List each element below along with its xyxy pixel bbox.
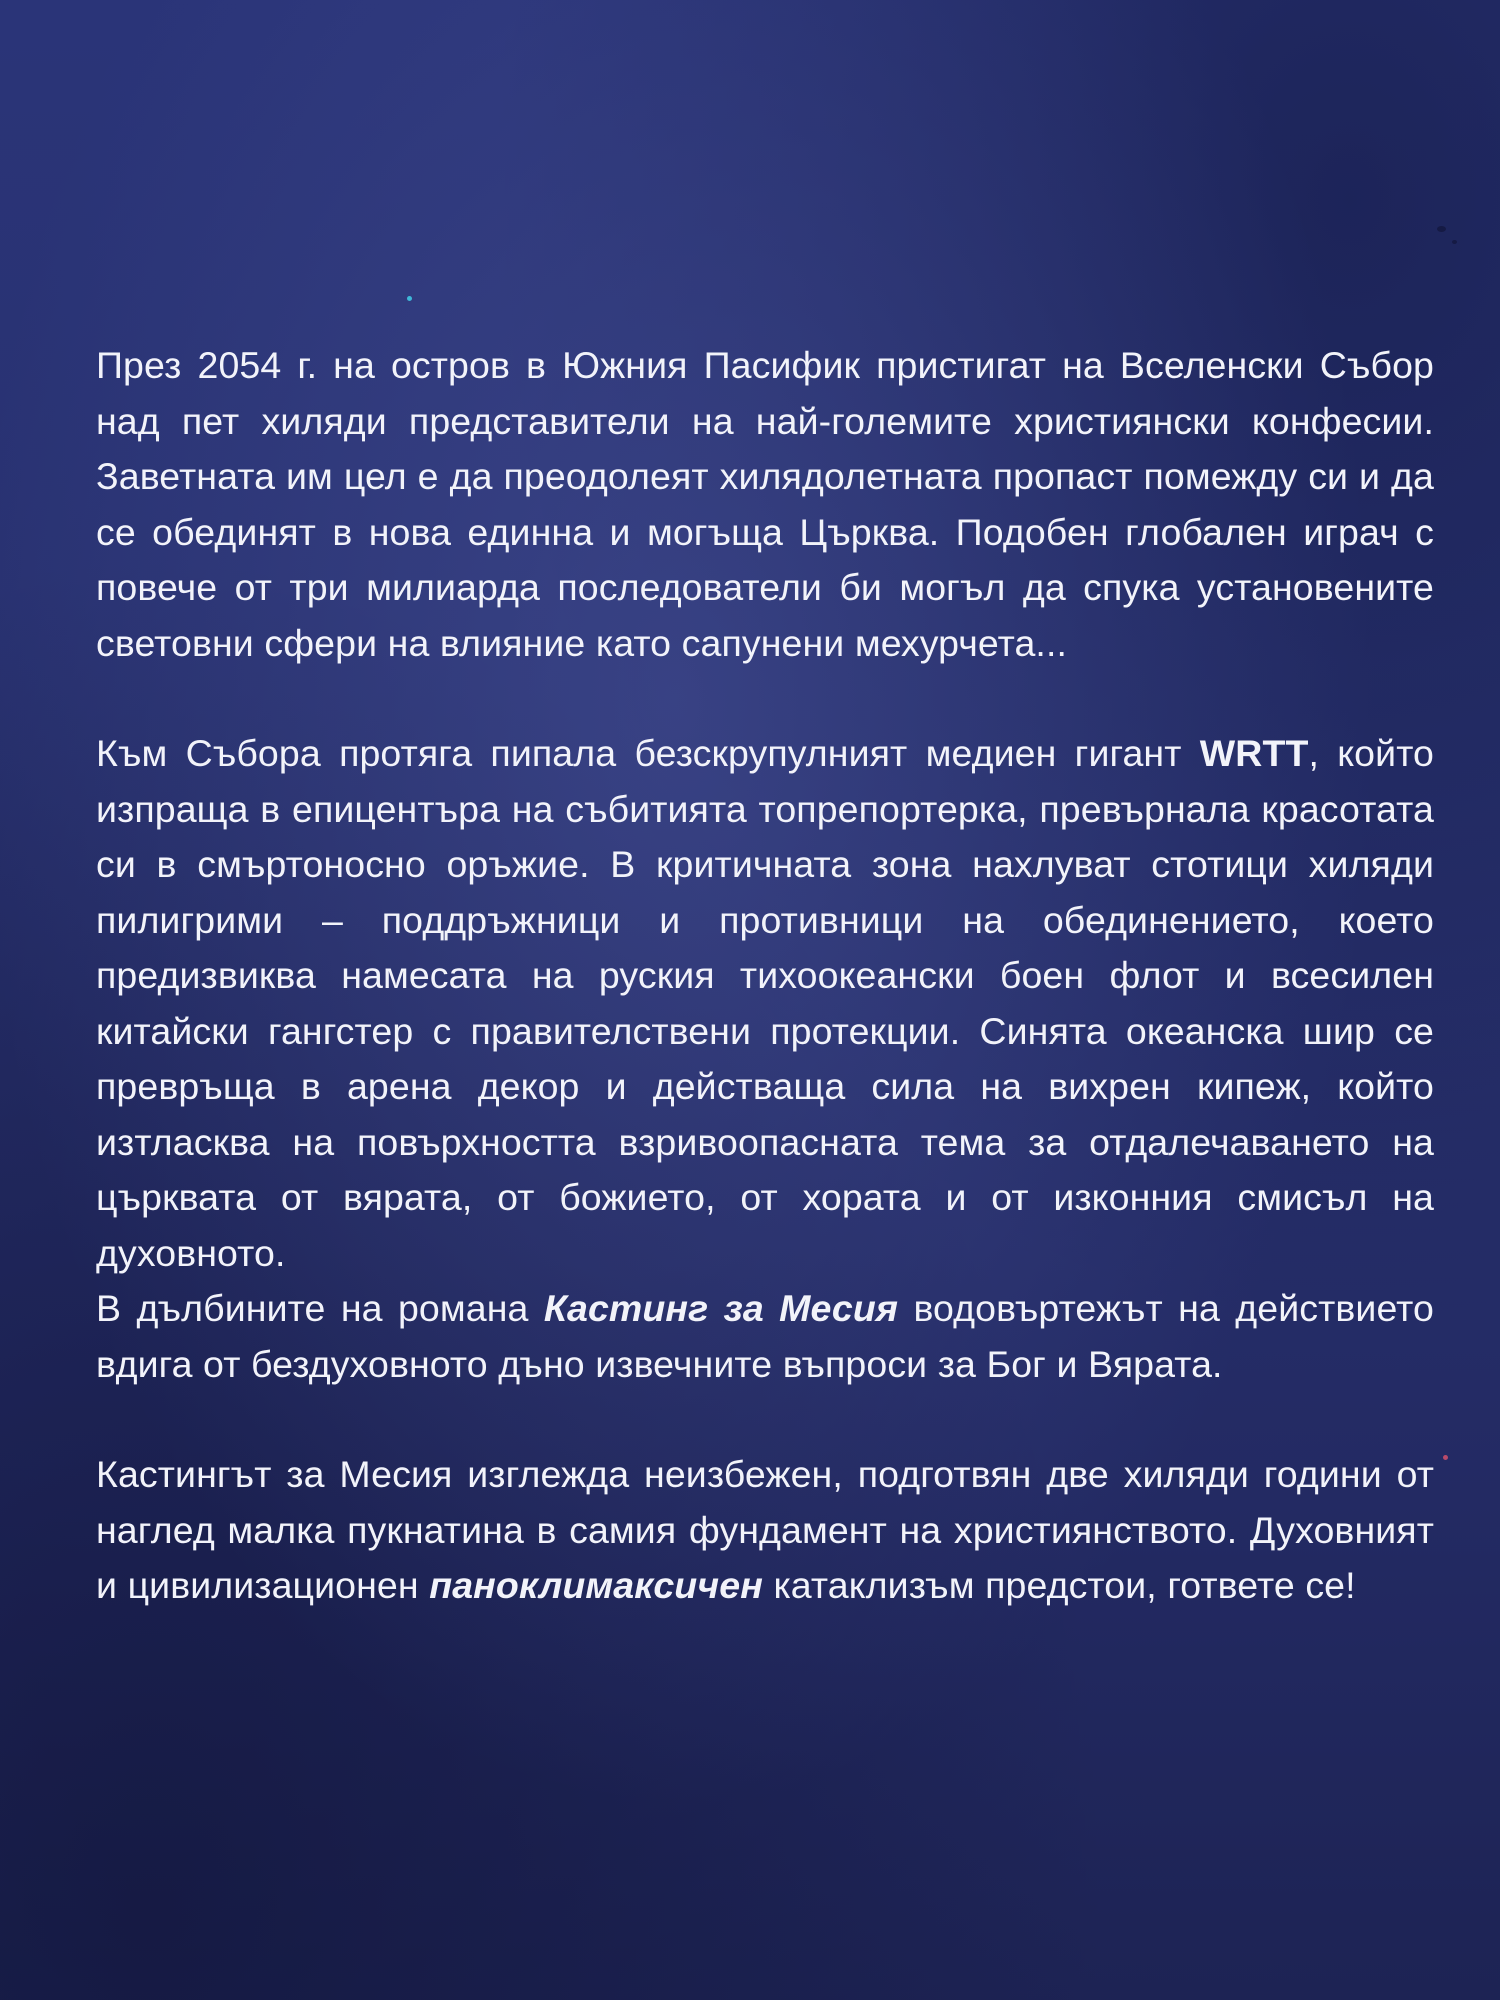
blurb-text [96,338,1434,1614]
blurb-paragraph-4-lead: Кастингът за Месия изглежда неизбежен, подготвян две хиляди години от наглед малка пукнатина в самия фундамент на християнството. Духовният и цивилизационен [96,1453,1434,1606]
blurb-paragraph-3-rest: водовъртежът на действието вдига от бездуховното дъно извечните въпроси за Бог и Вярата. [96,1287,1434,1385]
blurb-paragraph-2-rest: , който изпраща в епицентъра на събитията топрепортерка, превърнала красотата си в смъртоносно оръжие. В критичната зона нахлуват стотици хиляди пилигрими – поддръжници и противници на обединението, което предизвиква намесата на руския тихоокеански боен флот и всесилен китайски гангстер с правителствени протекции. Синята океанска шир се превръща в арена декор и действаща сила на вихрен кипеж, който изтласква на повърхността взривоопасната тема за отдалечаването на църквата от вярата, от божието, от хората и от изконния смисъл на духовното. [96,732,1435,1274]
blurb-paragraph-1-text: През 2054 г. на остров в Южния Пасифик пристигат на Вселенски Събор над пет хиляди представители на най-големите християнски конфесии. Заветната им цел е да преодолеят хилядолетната пропаст помежду си и да се обединят в нова единна и могъща Църква. Подобен глобален играч с повече от три милиарда последователи би могъл да спука установените световни сфери на влияние като сапунени мехурчета... [96,344,1434,664]
blurb-paragraph-4-rest: катаклизъм предстои, гответе се! [762,1564,1356,1606]
blurb-paragraph-4 [96,1447,1434,1614]
novel-title: Кастинг за Месия [543,1287,899,1329]
blurb-paragraph-2-lead: Към Събора протяга пипала безскрупулният медиен гигант [96,732,1200,774]
blurb-paragraph-2 [96,726,1434,1281]
blurb-paragraph-3 [96,1281,1434,1392]
paragraph-spacer [96,1392,1434,1447]
surface-mark [1443,1455,1448,1460]
paragraph-spacer [96,671,1434,726]
blurb-paragraph-1 [96,338,1434,671]
blurb-paragraph-3-lead: В дълбините на романа [96,1287,544,1329]
media-company-name: WRTT [1199,732,1309,774]
surface-mark [1437,226,1446,232]
emphasized-term: паноклимаксичен [429,1564,763,1606]
surface-mark [1452,240,1457,244]
surface-mark [407,296,412,301]
